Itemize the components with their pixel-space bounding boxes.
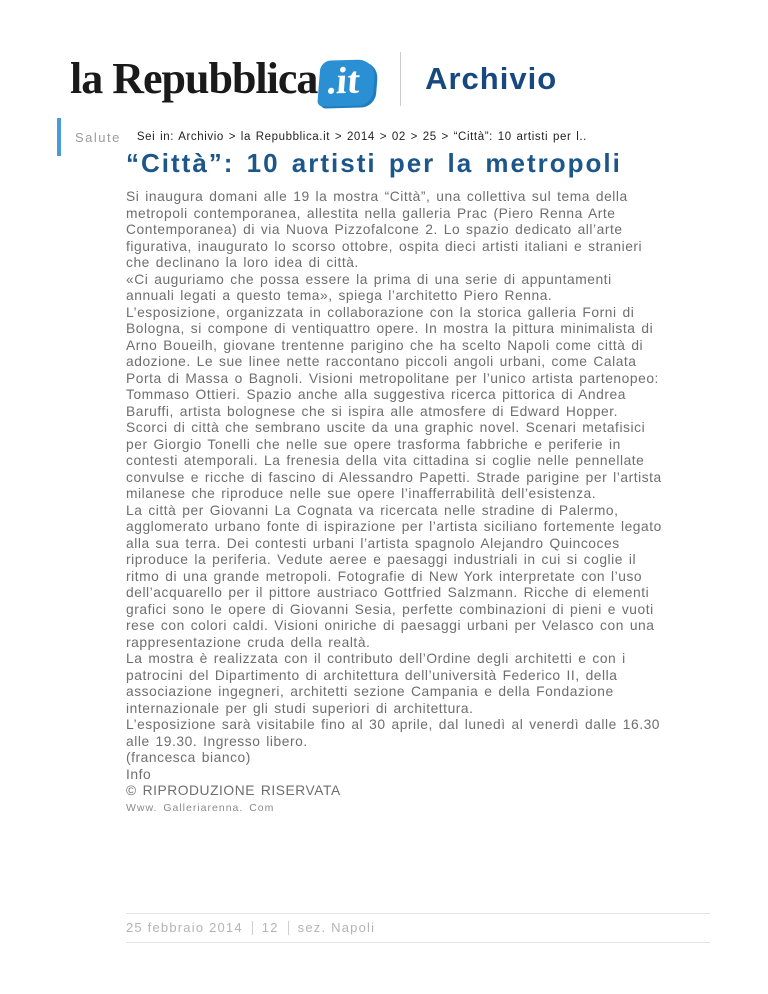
footer-page-number: 12: [261, 920, 279, 935]
article-paragraph: L’esposizione, organizzata in collaborazione con la storica galleria Forni di Bologna, si compone di ventiquattro opere. In mostra la pittura minimalista di Arno Boueilh, giovane trentenne parigino che ha scelto Napoli come città di adozione. Le sue linee nette raccontano piccoli angoli urbani, come Calata Porta di Massa o Bagnoli. Visioni metropolitane per l’unico artista partenopeo: Tommaso Ottieri. Spazio anche alla suggestiva ricerca pittorica di Andrea Baruffi, artista bolognese che si ispira alle atmosfere di Edward Hopper.: [126, 304, 659, 419]
footer-meta: [126, 920, 710, 935]
article-website-link[interactable]: Www. Galleriarenna. Com: [126, 801, 275, 814]
article-paragraph: «Ci auguriamo che possa essere la prima di una serie di appuntamenti annuali legati a questo tema», spiega l’architetto Piero Renna.: [126, 271, 612, 303]
repubblica-logo[interactable]: [70, 53, 374, 106]
footer-separator: [288, 921, 289, 935]
archivio-section-link[interactable]: Archivio: [425, 61, 558, 96]
article-footer: [126, 913, 710, 943]
logo-wordmark: la Repubblica: [70, 53, 318, 103]
header: [70, 52, 557, 106]
header-divider: [400, 52, 401, 106]
page-title: “Città”: 10 artisti per la metropoli: [126, 148, 622, 178]
footer-date: 25 febbraio 2014: [126, 920, 243, 935]
article: [126, 148, 663, 814]
article-paragraph: La mostra è realizzata con il contributo dell’Ordine degli architetti e con i patrocini del Dipartimento di architettura dell’università Federico II, della associazione ingegneri, architetti sezione Campania e della Fondazione internazionale per gli studi superiori di architettura.: [126, 651, 626, 716]
rail-label-salute[interactable]: Salute: [75, 129, 121, 145]
article-info-label: Info: [126, 766, 152, 782]
footer-separator: [252, 921, 253, 935]
article-byline: (francesca bianco): [126, 750, 251, 765]
article-paragraph: La città per Giovanni La Cognata va ricercata nelle stradine di Palermo, agglomerato urbano fonte di ispirazione per l’artista siciliano fortemente legato alla sua terra. Dei contesti urbani l’artista spagnolo Alejandro Quincoces riproduce la periferia. Vedute aeree e paesaggi industriali in cui si coglie il ritmo di una grande metropoli. Fotografie di New York interpretate con l’uso dell’acquarello per il pittore austriaco Gottfried Salzmann. Ricche di elementi grafici sono le opere di Giovanni Sesia, perfette combinazioni di pieni e vuoti rese con colori caldi. Visioni oniriche di paesaggi urbani per Velasco con una rappresentazione cruda della realtà.: [126, 502, 662, 650]
rail-accent-bar: [57, 118, 61, 156]
logo-it-badge: .it: [318, 59, 376, 106]
article-paragraph: Si inaugura domani alle 19 la mostra “Città”, una collettiva sul tema della metropoli contemporanea, allestita nella galleria Prac (Piero Renna Arte Contemporanea) di via Nuova Pizzofalcone 2. Lo spazio dedicato all’arte figurativa, inaugurato lo scorso ottobre, ospita dieci artisti italiani e stranieri che declinano la loro idea di città.: [126, 189, 643, 270]
breadcrumb[interactable]: Sei in: Archivio > la Repubblica.it > 2014 > 02 > 25 > “Città”: 10 artisti per l..: [136, 131, 587, 143]
article-paragraph: L’esposizione sarà visitabile fino al 30 aprile, dal lunedì al venerdì dalle 16.30 alle 19.30. Ingresso libero.: [126, 717, 661, 749]
article-paragraph: Scorci di città che sembrano uscite da una graphic novel. Scenari metafisici per Giorgio Tonelli che nelle sue opere trasforma fabbriche e periferie in contesti atemporali. La frenesia della vita cittadina si coglie nelle pennellate convulse e ricche di fascino di Alessandro Papetti. Strade parigine per l’artista milanese che riproduce nelle sue opere l’inafferrabilità dell’esistenza.: [126, 420, 662, 501]
footer-section: sez. Napoli: [297, 920, 376, 935]
article-copyright: © RIPRODUZIONE RISERVATA: [126, 783, 341, 798]
article-body: [126, 189, 663, 800]
